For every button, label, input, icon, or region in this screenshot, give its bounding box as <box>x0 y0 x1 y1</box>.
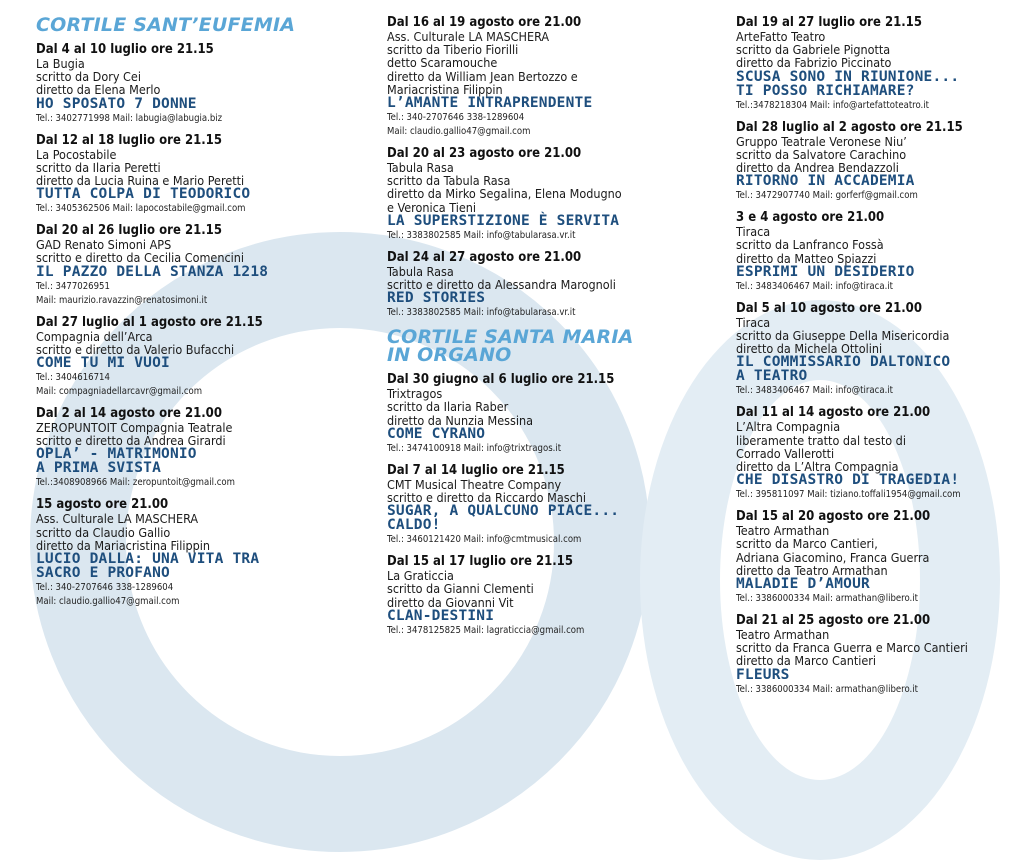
credit-line: Compagnia dell’Arca <box>36 328 153 344</box>
contact-info: Tel.:3408908966 Mail: zeropuntoit@gmail.com <box>36 477 235 489</box>
column-3 <box>736 16 1021 705</box>
credit-line: scritto da Salvatore Carachino <box>736 146 907 162</box>
credit-line: diretto da Andrea Bendazzoli <box>736 160 899 176</box>
credit-line: scritto da Lanfranco Fossà <box>736 237 884 253</box>
contact-info: Tel.:3478218304 Mail: info@artefattoteatro.it <box>736 99 929 111</box>
contact-info: Tel.: 395811097 Mail: tiziano.toffali1954@gmail.com <box>736 489 961 501</box>
credit-line: Mariacristina Filippin <box>387 81 503 97</box>
show-entry <box>36 407 336 489</box>
credit-line: diretto da Giovanni Vit <box>387 594 514 610</box>
credit-line: diretto da Fabrizio Piccinato <box>736 55 892 71</box>
credit-line: diretto da Lucia Ruina e Mario Peretti <box>36 173 245 189</box>
show-dates: Dal 30 giugno al 6 luglio ore 21.15 <box>387 372 615 388</box>
credit-line: diretto da Michela Ottolini <box>736 341 883 357</box>
show-entry <box>387 16 707 138</box>
credit-line: scritto da Tiberio Fiorilli <box>387 42 519 58</box>
show-dates: Dal 7 al 14 luglio ore 21.15 <box>387 462 565 478</box>
show-dates: Dal 16 al 19 agosto ore 21.00 <box>387 15 582 30</box>
show-entry <box>736 302 1021 398</box>
contact-info: Tel.: 3460121420 Mail: info@cmtmusical.com <box>387 534 582 546</box>
show-title: SUGAR, A QUALCUNO PIACE... <box>387 503 620 520</box>
contact-info: Tel.: 3402771998 Mail: labugia@labugia.biz <box>36 112 223 124</box>
contact-info: Tel.: 3477026951 <box>36 280 110 292</box>
show-title: CHE DISASTRO DI TRAGEDIA! <box>736 472 960 489</box>
show-dates: Dal 20 al 26 luglio ore 21.15 <box>36 223 222 239</box>
show-dates: Dal 19 al 27 luglio ore 21.15 <box>736 15 922 30</box>
show-title: RED STORIES <box>387 290 486 307</box>
contact-info: Tel.: 3386000334 Mail: armathan@libero.it <box>736 683 918 695</box>
show-entry <box>387 464 707 546</box>
credit-line: scritto da Franca Guerra e Marco Cantieri <box>736 640 968 656</box>
credit-line: scritto e diretto da Valerio Bufacchi <box>36 341 235 357</box>
contact-info: Mail: maurizio.ravazzin@renatosimoni.it <box>36 294 208 306</box>
show-title: RITORNO IN ACCADEMIA <box>736 173 915 190</box>
column-2 <box>387 16 707 646</box>
credit-line: Teatro Armathan <box>736 627 830 643</box>
show-entry <box>36 134 336 216</box>
show-entry <box>387 251 707 319</box>
show-entry <box>736 16 1021 112</box>
credit-line: Gruppo Teatrale Veronese Niu’ <box>736 133 907 149</box>
credit-line: diretto da L’Altra Compagnia <box>736 459 899 475</box>
show-dates: 15 agosto ore 21.00 <box>36 497 169 513</box>
contact-info: Tel.: 3474100918 Mail: info@trixtragos.it <box>387 442 562 454</box>
show-dates: Dal 15 al 20 agosto ore 21.00 <box>736 509 931 525</box>
credit-line: scritto da Gianni Clementi <box>387 581 534 597</box>
show-title: CLAN-DESTINI <box>387 607 495 624</box>
credit-line: Ass. Culturale LA MASCHERA <box>387 29 550 44</box>
contact-info: Tel.: 3383802585 Mail: info@tabularasa.vr.it <box>387 307 576 319</box>
show-title: LUCIO DALLA: UNA VITA TRA <box>36 551 260 568</box>
show-entry <box>387 555 707 637</box>
show-entry <box>387 373 707 455</box>
credit-line: ZEROPUNTOIT Compagnia Teatrale <box>36 420 233 436</box>
contact-info: Tel.: 3383802585 Mail: info@tabularasa.vr.it <box>387 229 576 241</box>
show-dates: Dal 28 luglio al 2 agosto ore 21.15 <box>736 119 963 135</box>
show-title: MALADIE D’AMOUR <box>736 576 870 593</box>
credit-line: GAD Renato Simoni APS <box>36 237 172 253</box>
credit-line: e Veronica Tieni <box>387 199 477 215</box>
credit-line: scritto e diretto da Andrea Girardi <box>36 433 226 449</box>
show-entry <box>36 224 336 306</box>
credit-line: Adriana Giacomino, Franca Guerra <box>736 549 930 565</box>
show-entry <box>736 614 1021 696</box>
credit-line: diretto da Teatro Armathan <box>736 562 888 578</box>
show-title: CALDO! <box>387 517 441 534</box>
show-entry <box>736 121 1021 203</box>
credit-line: diretto da Mariacristina Filippin <box>36 537 211 553</box>
section-title: CORTILE SANT’EUFEMIA <box>36 14 296 36</box>
show-title: TI POSSO RICHIAMARE? <box>736 82 915 99</box>
credit-line: diretto da Elena Merlo <box>36 82 161 98</box>
contact-info: Tel.: 3478125825 Mail: lagraticcia@gmail.com <box>387 624 585 636</box>
section-title: CORTILE SANTA MARIA IN ORGANO <box>387 326 634 367</box>
credit-line: CMT Musical Theatre Company <box>387 476 562 492</box>
credit-line: scritto e diretto da Alessandra Marognoli <box>387 277 616 293</box>
credit-line: scritto da Dory Cei <box>36 69 141 85</box>
credit-line: La Bugia <box>36 56 85 71</box>
show-title: COME TU MI VUOI <box>36 355 170 372</box>
credit-line: scritto da Ilaria Peretti <box>36 159 161 175</box>
show-title: IL PAZZO DELLA STANZA 1218 <box>36 263 269 280</box>
credit-line: scritto da Marco Cantieri, <box>736 536 878 552</box>
show-dates: Dal 4 al 10 luglio ore 21.15 <box>36 42 214 57</box>
show-title: LA SUPERSTIZIONE È SERVITA <box>387 212 620 229</box>
credit-line: diretto da William Jean Bertozzo e <box>387 68 578 84</box>
show-entry <box>736 406 1021 501</box>
show-entry <box>36 43 336 125</box>
credit-line: scritto e diretto da Riccardo Maschi <box>387 490 587 506</box>
credit-line: Teatro Armathan <box>736 523 830 539</box>
show-title: ESPRIMI UN DESIDERIO <box>736 263 915 280</box>
credit-line: scritto da Giuseppe Della Misericordia <box>736 328 950 344</box>
credit-line: scritto da Ilaria Raber <box>387 399 509 415</box>
show-dates: Dal 5 al 10 agosto ore 21.00 <box>736 300 922 316</box>
show-title: SCUSA SONO IN RIUNIONE... <box>736 68 960 85</box>
show-title: IL COMMISSARIO DALTONICO <box>736 354 951 371</box>
show-title: HO SPOSATO 7 DONNE <box>36 95 197 112</box>
column-1 <box>36 16 336 617</box>
show-entry <box>736 510 1021 605</box>
credit-line: scritto e diretto da Cecilia Comencini <box>36 250 245 266</box>
credit-line: detto Scaramouche <box>387 55 498 71</box>
show-dates: Dal 15 al 17 luglio ore 21.15 <box>387 554 573 570</box>
show-dates: Dal 2 al 14 agosto ore 21.00 <box>36 406 222 422</box>
credit-line: Tabula Rasa <box>387 263 454 279</box>
contact-info: Tel.: 3472907740 Mail: gorferf@gmail.com <box>736 190 918 202</box>
credit-line: Tiraca <box>736 224 771 240</box>
credit-line: scritto da Gabriele Pignotta <box>736 42 891 58</box>
contact-info: Mail: compagniadellarcavr@gmail.com <box>36 386 203 398</box>
credit-line: liberamente tratto dal testo di <box>736 432 906 448</box>
contact-info: Tel.: 3405362506 Mail: lapocostabile@gmail.com <box>36 203 246 215</box>
credit-line: diretto da Matteo Spiazzi <box>736 250 877 266</box>
credit-line: La Graticcia <box>387 568 454 584</box>
show-dates: Dal 27 luglio al 1 agosto ore 21.15 <box>36 314 263 330</box>
contact-info: Tel.: 3483406467 Mail: info@tiraca.it <box>736 280 894 292</box>
contact-info: Tel.: 3386000334 Mail: armathan@libero.it <box>736 593 918 605</box>
show-dates: Dal 21 al 25 agosto ore 21.00 <box>736 613 931 629</box>
show-dates: 3 e 4 agosto ore 21.00 <box>736 210 885 226</box>
credit-line: Corrado Vallerotti <box>736 445 835 461</box>
contact-info: Mail: claudio.gallio47@gmail.com <box>387 126 531 138</box>
contact-info: Mail: claudio.gallio47@gmail.com <box>36 596 180 608</box>
show-entry <box>387 147 707 242</box>
credit-line: scritto da Tabula Rasa <box>387 173 511 189</box>
show-dates: Dal 12 al 18 luglio ore 21.15 <box>36 132 222 148</box>
credit-line: scritto da Claudio Gallio <box>36 524 171 540</box>
contact-info: Tel.: 340-2707646 338-1289604 <box>36 582 174 594</box>
credit-line: ArteFatto Teatro <box>736 29 826 44</box>
credit-line: Tabula Rasa <box>387 160 454 176</box>
credit-line: Trixtragos <box>387 386 443 402</box>
show-dates: Dal 20 al 23 agosto ore 21.00 <box>387 146 582 162</box>
credit-line: La Pocostabile <box>36 146 117 162</box>
contact-info: Tel.: 340-2707646 338-1289604 <box>387 112 525 124</box>
credit-line: diretto da Mirko Segalina, Elena Modugno <box>387 186 622 202</box>
credit-line: L’Altra Compagnia <box>736 419 841 435</box>
show-title: A TEATRO <box>736 368 808 385</box>
credit-line: diretto da Nunzia Messina <box>387 412 534 428</box>
show-title: OPLA’ - MATRIMONIO <box>36 446 197 463</box>
show-title: L’AMANTE INTRAPRENDENTE <box>387 95 593 112</box>
show-title: TUTTA COLPA DI TEODORICO <box>36 186 251 203</box>
show-title: A PRIMA SVISTA <box>36 460 162 477</box>
show-dates: Dal 11 al 14 agosto ore 21.00 <box>736 405 931 421</box>
credit-line: Tiraca <box>736 314 771 330</box>
contact-info: Tel.: 3404616714 <box>36 372 110 384</box>
show-title: COME CYRANO <box>387 425 486 442</box>
show-dates: Dal 24 al 27 agosto ore 21.00 <box>387 249 582 265</box>
show-entry <box>36 316 336 398</box>
contact-info: Tel.: 3483406467 Mail: info@tiraca.it <box>736 385 894 397</box>
show-title: FLEURS <box>736 666 790 683</box>
show-entry <box>36 498 336 608</box>
credit-line: Ass. Culturale LA MASCHERA <box>36 511 199 527</box>
show-title: SACRO E PROFANO <box>36 565 170 582</box>
show-entry <box>736 211 1021 293</box>
credit-line: diretto da Marco Cantieri <box>736 653 877 669</box>
